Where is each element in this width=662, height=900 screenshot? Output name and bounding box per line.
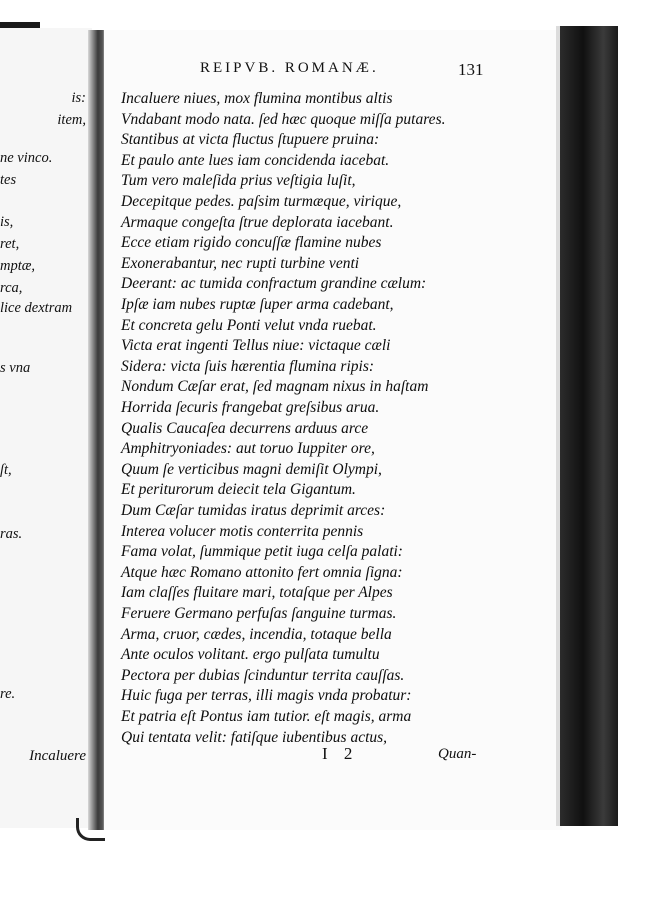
- verse-line: Stantibus at victa fluctus ſtupuere pruina:: [121, 131, 380, 149]
- verse-line: Atque hæc Romano attonito fert omnia ſigna:: [121, 563, 403, 581]
- running-head: REIPVB. ROMANÆ.: [200, 60, 379, 76]
- verse-line: Et patria eſt Pontus iam tutior. eſt magis, arma: [121, 708, 412, 725]
- catchword: Quan-: [438, 746, 477, 762]
- verse-line: Qualis Caucaſea decurrens arduus arce: [121, 419, 369, 437]
- verse-line: Dum Cæſar tumidas iratus deprimit arces:: [121, 502, 386, 519]
- left-page-fragment: mptæ,: [0, 258, 36, 274]
- left-page-fragment: ne vinco.: [0, 150, 53, 166]
- verse-line: Horrida ſecuris frangebat greſsibus arua.: [121, 399, 380, 416]
- verse-line: Huic fuga per terras, illi magis vnda probatur:: [121, 687, 412, 705]
- left-page-fragment: item,: [57, 112, 86, 128]
- verse-line: Incaluere niues, mox flumina montibus altis: [121, 90, 393, 107]
- verse-line: Qui tentata velit: fatiſque iubentibus actus,: [121, 728, 388, 746]
- verse-line: Pectora per dubias ſcinduntur territa cauſſas.: [121, 666, 405, 684]
- left-page-fragment: re.: [0, 686, 16, 702]
- verse-line: Iam claſſes fluitare mari, totaſque per Alpes: [121, 584, 393, 602]
- left-page-fragment: ras.: [0, 526, 23, 542]
- left-page-fragment: ſt,: [0, 462, 12, 478]
- verse-line: Ecce etiam rigido concuſſæ flamine nubes: [121, 234, 382, 252]
- verse-line: Tum vero maleſida prius veſtigia luſit,: [121, 172, 356, 190]
- verse-line: Interea volucer motis conterrita pennis: [121, 522, 364, 540]
- verse-line: Nondum Cæſar erat, ſed magnam nixus in haſtam: [121, 378, 429, 396]
- left-page-fragment: tes: [0, 172, 17, 188]
- left-page-fragment: rca,: [0, 280, 23, 296]
- left-page-fragment: ret,: [0, 236, 20, 252]
- book-page-edges: [560, 26, 618, 826]
- verse-line: Vndabant modo nata. ſed hæc quoque miſſa putares.: [121, 110, 446, 128]
- verse-line: Ipſæ iam nubes ruptæ ſuper arma cadebant,: [121, 296, 394, 313]
- left-page-fragment: s vna: [0, 360, 31, 376]
- left-page-fragment: is,: [0, 214, 14, 230]
- verse-line: Victa erat ingenti Tellus niue: victaque cæli: [121, 337, 391, 355]
- verse-line: Fama volat, ſummique petit iuga celſa palati:: [121, 543, 403, 561]
- page-number: 131: [458, 60, 484, 79]
- left-facing-page: [0, 28, 92, 828]
- verse-line: Arma, cruor, cædes, incendia, totaque bella: [121, 625, 392, 643]
- verse-line: Et periturorum deiecit tela Gigantum.: [121, 481, 356, 499]
- verse-line: Et paulo ante lues iam concidenda iacebat.: [121, 151, 390, 169]
- verse-line: Ante oculos volitant. ergo pulſata tumultu: [121, 646, 380, 664]
- page-curl: [76, 818, 105, 841]
- left-page-fragment: lice dextram: [0, 300, 73, 316]
- verse-line: Deerant: ac tumida confractum grandine cælum:: [121, 275, 427, 293]
- verse-line: Armaque congeſta ſtrue deplorata iacebant.: [121, 213, 394, 231]
- verse-line: Sidera: victa ſuis hærentia flumina ripis:: [121, 357, 375, 375]
- verse-line: Feruere Germano perfuſas ſanguine turmas.: [121, 605, 397, 622]
- verse-line: Et concreta gelu Ponti velut vnda ruebat.: [121, 316, 377, 334]
- left-page-catchword: Incaluere: [29, 748, 86, 764]
- left-page-fragment: is:: [71, 90, 86, 106]
- verse-line: Exonerabantur, nec rupti turbine venti: [121, 254, 360, 272]
- verse-line: Amphitryoniades: aut toruo Iuppiter ore,: [121, 440, 375, 458]
- printer-signature: I 2: [322, 744, 359, 763]
- verse-line: Decepitque pedes. paſsim turmæque, virique,: [121, 193, 402, 210]
- verse-line: Quum ſe verticibus magni demiſit Olympi,: [121, 460, 382, 478]
